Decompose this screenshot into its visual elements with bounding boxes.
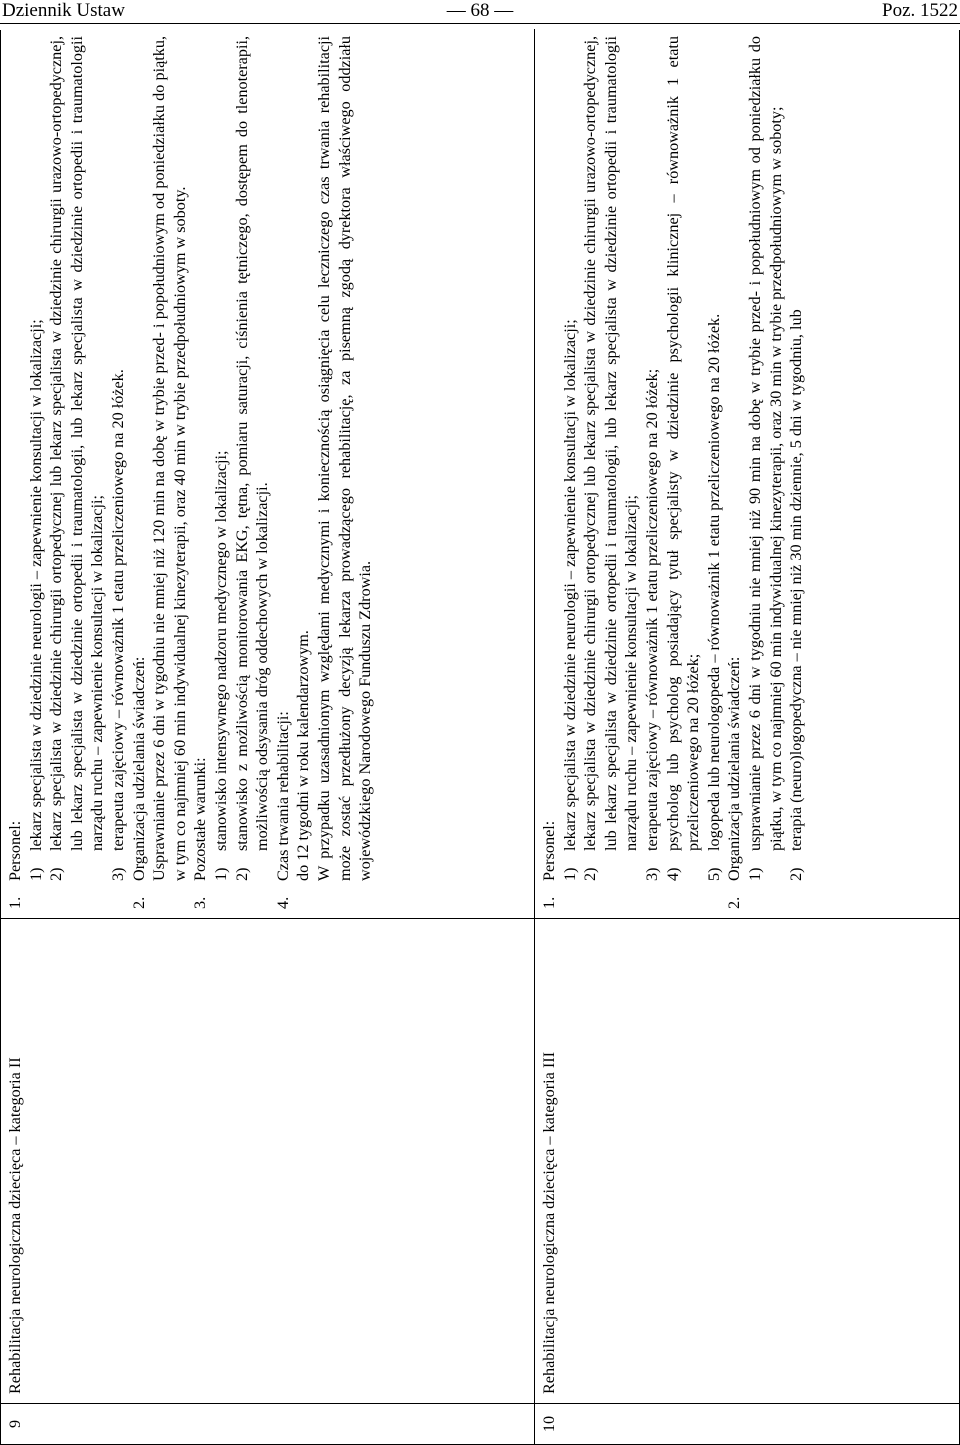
item-number: 2) (787, 867, 806, 881)
benefit-name: Rehabilitacja neurologiczna dziecięca – kategoria III (540, 1051, 558, 1394)
item-text: terapia (neuro)logopedyczna – nie mniej niż 30 min dziennie, 5 dni w tygodniu, lub (787, 309, 806, 851)
column-divider (1, 918, 534, 919)
section-text: do 12 tygodni w roku kalendarzowym. (294, 630, 313, 881)
section-personnel (5, 36, 129, 911)
item-number: 3) (642, 867, 661, 881)
item-number: 1) (26, 867, 45, 881)
section-number: 2. (129, 896, 148, 909)
requirements-cell (539, 36, 807, 911)
section-organization (129, 36, 191, 911)
item-number: 1) (560, 867, 579, 881)
item-text: terapeuta zajęciowy – równoważnik 1 etatu przeliczeniowego na 20 łóżek; (642, 368, 661, 851)
item-number: 1) (211, 867, 230, 881)
section-title: Pozostałe warunki: (191, 757, 210, 881)
section-number: 1. (6, 896, 24, 909)
list-item (46, 36, 108, 881)
item-text: lekarz specjalista w dziedzinie chirurgii ortopedycznej lub lekarz specjalista w dziedzinie chirurgii urazowo-ortopedycznej, lub lekarz specjalista w dziedzinie ortopedii i traumatologii, lub lekarz specjalista w dziedzinie ortopedii i traumatologii narządu ruchu – zapewnienie konsultacji w lokalizacji; (47, 36, 107, 851)
header-rule (0, 23, 960, 24)
section-personnel (539, 36, 724, 911)
list-item (26, 36, 47, 881)
list-item (663, 36, 704, 881)
item-number: 2) (47, 867, 66, 881)
item-number: 2) (581, 867, 600, 881)
item-text: stanowisko z możliwością monitorowania EKG, tętna, pomiaru saturacji, ciśnienia tętniczego, dostępem do tlenoterapii, możliwością odsysania dróg oddechowych w lokalizacji. (232, 36, 272, 851)
item-number: 5) (704, 867, 723, 881)
section-title: Personel: (6, 820, 24, 881)
item-text: psycholog lub psycholog posiadający tytuł specjalisty w dziedzinie psychologii klinicznej – równoważnik 1 etatu przeliczeniowego na 20 łóżek; (663, 36, 703, 851)
item-text: usprawnianie przez 6 dni w tygodniu nie mniej niż 90 min na dobę w trybie przed- i popołudniowym od poniedziałku do piątku, w tym co najmniej 60 min indywidualnej kinezyterapii, oraz 30 min w trybie przedpołudniowym w soboty; (745, 36, 785, 851)
list-item (108, 36, 129, 881)
item-number: 1) (745, 867, 764, 881)
item-number: 2) (232, 867, 251, 881)
item-text: logopeda lub neurologopeda – równoważnik 1 etatu przeliczeniowego na 20 łóżek. (704, 313, 723, 851)
list-item (560, 36, 581, 881)
section-other-conditions (190, 36, 272, 911)
section-organization (724, 36, 806, 911)
column-divider (1, 1403, 534, 1404)
table-row (1, 29, 535, 1444)
section-title: Personel: (540, 820, 558, 881)
benefit-name: Rehabilitacja neurologiczna dziecięca – kategoria II (6, 1057, 24, 1394)
item-text: lekarz specjalista w dziedzinie neurologii – zapewnienie konsultacji w lokalizacji; (26, 319, 45, 851)
item-text: terapeuta zajęciowy – równoważnik 1 etatu przeliczeniowego na 20 łóżek. (108, 369, 127, 851)
list-item (745, 36, 786, 881)
section-duration (273, 36, 376, 911)
list-item (642, 36, 663, 881)
section-title: Organizacja udzielania świadczeń: (725, 656, 744, 881)
page-header (0, 0, 960, 24)
page-number: — 68 — (446, 0, 514, 21)
list-item (211, 36, 232, 881)
section-text: W przypadku uzasadnionym względami medycznymi i koniecznością osiągnięcia celu leczniczego czas trwania rehabilitacji może zostać przedłużony decyzją lekarza prowadzącego rehabilitację, za pisemną zgodą dyrektora właściwego oddziału wojewódzkiego Narodowego Funduszu Zdrowia. (314, 36, 375, 881)
column-divider (535, 1403, 960, 1404)
item-text: lekarz specjalista w dziedzinie chirurgii ortopedycznej lub lekarz specjalista w dziedzinie chirurgii urazowo-ortopedycznej, lub lekarz specjalista w dziedzinie ortopedii i traumatologii, lub lekarz specjalista w dziedzinie ortopedii i traumatologii narządu ruchu – zapewnienie konsultacji w lokalizacji; (581, 36, 641, 851)
list-item (580, 36, 642, 881)
section-number: 2. (725, 896, 744, 909)
rotated-table-region (0, 30, 960, 1445)
table-row (535, 29, 960, 1444)
item-number: 4) (663, 867, 682, 881)
item-number: 3) (108, 867, 127, 881)
column-divider (535, 918, 960, 919)
position-number: Poz. 1522 (882, 0, 958, 21)
section-text: Usprawnianie przez 6 dni w tygodniu nie mniej niż 120 min na dobę w trybie przed- i popołudniowym od poniedziałku do piątku, w tym co najmniej 60 min indywidualnej kinezyterapii, oraz 40 min w trybie przedpołudniowym w soboty. (150, 36, 189, 881)
requirements-cell (5, 36, 376, 911)
section-title: Organizacja udzielania świadczeń: (129, 656, 148, 881)
row-number: 10 (540, 1415, 558, 1433)
list-item (232, 36, 273, 881)
table (0, 30, 960, 1445)
row-number: 9 (6, 1419, 24, 1429)
list-item (704, 36, 725, 881)
journal-title: Dziennik Ustaw (2, 0, 125, 21)
section-title: Czas trwania rehabilitacji: (273, 711, 292, 881)
item-text: lekarz specjalista w dziedzinie neurologii – zapewnienie konsultacji w lokalizacji; (560, 319, 579, 851)
section-number: 1. (540, 896, 558, 909)
section-number: 4. (273, 896, 292, 909)
item-text: stanowisko intensywnego nadzoru medycznego w lokalizacji; (211, 450, 230, 851)
list-item (786, 36, 807, 881)
section-number: 3. (191, 896, 210, 909)
